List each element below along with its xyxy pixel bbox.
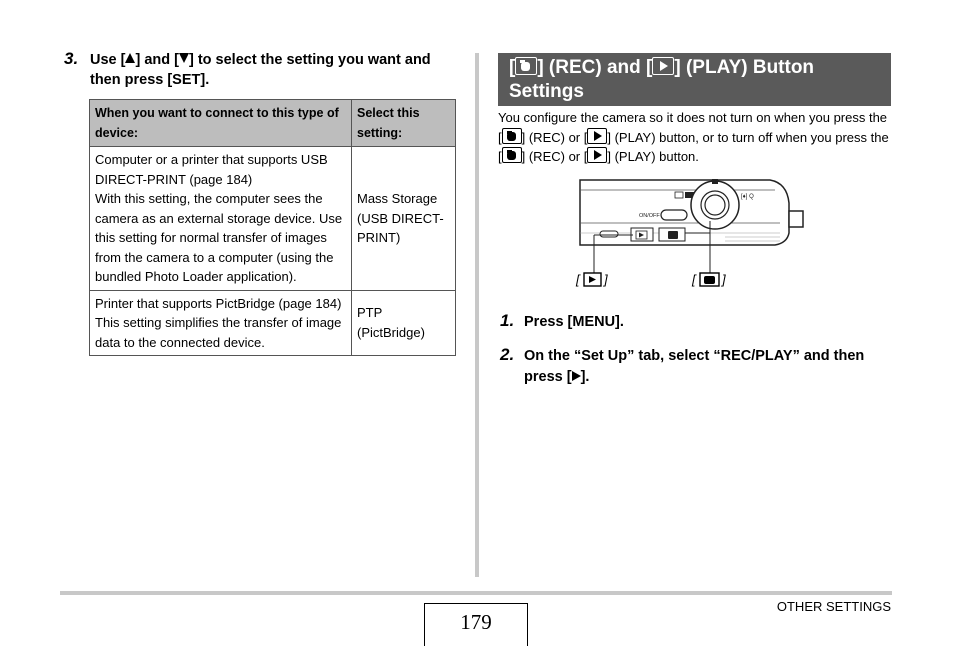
step-text: Use [ ] and [ ] to select the setting you want and then press [SET]. <box>90 52 431 88</box>
step-number: 3. <box>64 49 79 68</box>
camera-icon <box>502 147 522 163</box>
setting-cell: PTP (PictBridge) <box>352 290 456 356</box>
camera-icon <box>502 128 522 144</box>
section-footer: OTHER SETTINGS <box>776 599 891 614</box>
step-number: 2. <box>500 345 515 364</box>
play-icon <box>587 128 607 144</box>
step-text: Press [MENU]. <box>524 314 624 330</box>
svg-text:[♦] Q: [♦] Q <box>741 194 754 200</box>
camera-top-illustration <box>575 175 807 293</box>
camera-diagram <box>575 175 807 298</box>
onoff-label: ON/OFF <box>639 213 660 219</box>
column-header-setting: Select this setting: <box>352 100 456 147</box>
step-number: 1. <box>500 311 515 330</box>
right-triangle-icon <box>572 371 581 381</box>
table-header-row <box>90 100 456 147</box>
page-number-box <box>424 603 528 646</box>
table-row <box>90 147 456 291</box>
svg-text:[: [ <box>692 272 696 287</box>
setting-cell: Mass Storage (USB DIRECT-PRINT) <box>352 147 456 291</box>
section-heading: [ ] (REC) and [ ] (PLAY) Button Settings <box>498 53 891 106</box>
down-triangle-icon <box>179 53 189 63</box>
camera-icon <box>515 57 537 75</box>
step-text: On the “Set Up” tab, select “REC/PLAY” and then press [ ]. <box>524 348 865 385</box>
table-row <box>90 290 456 356</box>
play-icon <box>587 147 607 163</box>
up-triangle-icon <box>125 53 135 63</box>
footer-rule <box>60 591 892 595</box>
play-icon <box>652 57 674 75</box>
svg-text:[: [ <box>576 272 580 287</box>
settings-table <box>89 99 456 356</box>
column-header-device: When you want to connect to this type of device: <box>90 100 352 147</box>
svg-text:]: ] <box>604 272 608 287</box>
section-description: You configure the camera so it does not turn on when you press the [ ] (REC) or [ ] (PLAY) button, or to turn off when you press the [ ] (REC) or [ ] (PLAY) button. <box>498 110 889 164</box>
page-number: 179 <box>460 610 492 634</box>
svg-text:]: ] <box>722 272 726 287</box>
device-cell: Computer or a printer that supports USB DIRECT-PRINT (page 184) With this setting, the computer sees the camera as an external storage device. Use this setting for normal transfer of images from the camera to a computer (using the bundled Photo Loader application). <box>90 147 352 291</box>
column-divider <box>475 53 479 577</box>
device-cell: Printer that supports PictBridge (page 184) This setting simplifies the transfer of image data to the connected device. <box>90 290 352 356</box>
